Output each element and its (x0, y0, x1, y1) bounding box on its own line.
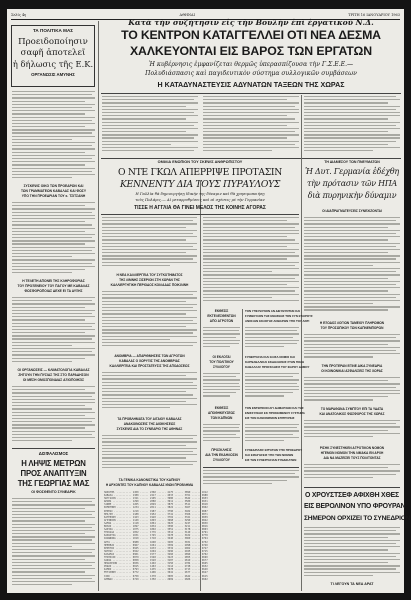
agri-story-sub: ΟΙ ΦΟΣΘΕΝΤΟ ΣΥΝΕΔΡΙΚ (31, 490, 76, 494)
right-body-d (304, 464, 400, 484)
divider (101, 93, 401, 94)
right-body-c (304, 420, 400, 444)
center-item-a-line-3: ΚΑΛΛΙΕΡΓΗΤΙΚΗ ΠΕΡΙΟΔΟΣ ΚΟΙΛΑΔΑΣ ΠΟΙΚΙΛΙΝΗ (110, 283, 189, 287)
left-item-2-line-3: ΦΩΣΦΟΡΩΠΟΙΑΣ ΔΕΧΕ ΕΙ ΤΑ ΑΥΞΗΣ (24, 289, 83, 293)
center-item-d-line-1: ΤΑ ΓΕΝΙΚΑ ΚΑΝΟΝΙΣΤΙΚΑ ΤΟΥ ΚΑΠΝΟΥ (118, 478, 181, 482)
center-item-c-line-2: ΑΝΑΚΟΙΝΩΣΕΙΣ ΤΗΣ ΔΙΟΙΚΗΣΕΩΣ (123, 422, 176, 426)
degaulle-body-right (203, 217, 299, 307)
center-body-a (102, 291, 197, 351)
khrushchev-headline-line-1: Ο ΧΡΟΥΣΤΣΕΦ ΑΦΙΧΘΗ ΧΘΕΣ (305, 492, 399, 499)
left-item-3-line-2: ΖΗΤΟΥΝ ΤΗΝ ΠΥΣΙΑΣ ΤΗΣ ΣΤΟ ΠΑΡΑΔΗΣΟΝ (18, 373, 89, 377)
divider (304, 487, 400, 488)
right-item-c-line-2: ΚΑΙ ΑΝΑΤΟΛΙΚΟΣ ΦΩΣΦΟΡΟΣ ΤΗΣ ΧΩΡΑΣ (319, 412, 385, 416)
left-body-1 (12, 91, 95, 181)
midcol-d-line-3: ΕΙΣ ΤΗΝ ΣΥΝΕΡΓΑΣΙΑΝ ΣΥΝΔΙΚΑΤΩΝ (245, 458, 297, 462)
left-body-2 (12, 202, 95, 276)
issue-date: ΤΡΙΤΗ 16 ΙΑΝΟΥΑΡΙΟΥ 1963 (348, 13, 400, 17)
divider (12, 448, 95, 449)
midcol-body-c (245, 424, 299, 446)
mid-item-b-line-2: ΤΟΥ ΠΟΛΙΤΙΚΟΥ (209, 360, 234, 364)
left-item-2-line-2: ΤΟΥ ΠΡΟΞΕΝΕΙΟΥ ΤΟΥ ΠΑΓΟΥ ΜΕ ΚΑΒΑΛΑΣ (17, 284, 90, 288)
mid-item-d-line-1: ΠΡΟΣΚΛΗΣΙΣ (211, 448, 232, 452)
agri-story-headline-line-1: Η ΛΗΨΙΣ ΜΕΤΡΩΝ (21, 459, 86, 468)
newspaper-page (7, 9, 411, 593)
right-item-a-line-1: Η ΕΞΟΔΟΣ ΛΟΓΙΩΝ ΤΑΜΕΙΟΥ ΠΛΗΡΩΜΩΝ (319, 321, 385, 325)
germany-sub: ΟΙ ΔΙΑΠΡΑΓΜΑΤΕΥΣΕΙΣ ΣΥΝΕΧΙΖΟΝΤΑΙ (322, 209, 382, 213)
mid-item-b-line-1: ΟΙ ΕΚΛΟΓΑΙ (212, 355, 231, 359)
midcol-c-line-2: ΕΝΙΣΧΥΣΕΩΣ ΕΚ ΠΡΟΚΕΙΜΕΝΟΥ ΣΥΣΤΗΜΑ (245, 411, 305, 415)
degaulle-deck-line-1: Η Γαλλία θὰ δημιουργήσῃ ἰδικήν της δύναμιν καὶ θὰ χρησιμοποιήσῃ (135, 192, 265, 196)
midcol-b-line-1: ΣΥΝΕΡΓΑΣΙΑΙ ΚΑΙ ΕΛΙΣΑ ΝΟΜΟΙ ΚΑΙ (245, 355, 295, 359)
mid-item-a-line-1: ΕΚΘΕΣΙΣ (214, 309, 229, 313)
center-item-b-line-3: ΚΑΛΛΙΕΡΓΕΙΑ ΚΑΙ ΠΡΟΣΤΑΤΕΥΣΙΣ ΤΗΣ ΑΠΟΔΟΣΕΩΣ (109, 364, 190, 368)
right-top-kicker: ΤΗ ΔΙΑΜΕΣΟΥ ΤΩΝ ΠΝΕΥΜΑΤΩΝ (324, 160, 380, 164)
right-item-d-line-3: ΔΙΑ ΝΑ ΜΑΖΕΙΣΕΙ ΤΟΥΣ ΠΟΛΙΤΟΝΤΑΣ (323, 456, 381, 460)
germany-body (304, 217, 400, 317)
divider (203, 467, 299, 468)
right-item-a-line-2: ΤΟΥ ΠΡΟΣΩΠΙΚΟΥ ΤΩΝ ΚΑΠΝΕΜΠΟΡΩΝ (320, 326, 384, 330)
right-item-c-line-1: ΤΟ ΜΑΡΑΘΩΝΑ ΣΥΜΠΤΟΥ ΕΠΙ ΤΑ ΥΔΑΤΑ (320, 407, 384, 411)
political-box-title-line-2: σαφῆ ἀποτελεῖ (20, 48, 86, 58)
midcol-body-a (245, 327, 299, 353)
agri-story-headline-line-2: ΠΡΟΣ ΑΝΑΠΤΥΞΙΝ (20, 469, 87, 478)
agri-story-kicker: ΔΙΣΦΑΛΙΣΜΟΣ (38, 451, 69, 456)
top-story-subhead: Η ΚΑΤΑΔΥΝΑΣΤΕΥΣΙΣ ΑΔΥΝΑΤΩΝ ΤΑΞΕΩΝ ΤΗΣ ΧΩΡΑΣ (157, 81, 345, 89)
top-story-body-right (304, 96, 400, 156)
political-box (11, 25, 95, 87)
center-item-c-line-1: ΤΑ ΠΡΟΒΛΗΜΑΤΑ ΤΟΥ ΑΙΓΑΙΟΥ ΚΑΒΑΛΑΣ (117, 417, 182, 421)
midcol-c-line-1: ΤΟΝ ΕΝΤΕΡΙΚΟΝ ΑΓΙ ΔΗΜΑΡΧΩΝ ΚΑΙ ΤΗΣ (245, 406, 304, 410)
germany-headline-line-2: τὴν πρότασιν τῶν ΗΠΑ (306, 179, 398, 188)
midcol-b-line-2: ΚΑΡΝΑΒΑΛΙΚΑΙ ΕΚΔΗΛΩΣΕΙΣ ΣΤΗΝ ΠΟΛΗ (245, 360, 305, 364)
column-rule (242, 309, 243, 459)
midcol-c-line-3: ΕΙΣ ΤΟΝ ΚΑΝΟΝΙΣΜΟΝ ΕΠΙΤΡΟΠΗΣ (245, 416, 295, 420)
mid-body-a (203, 327, 240, 353)
center-item-b-line-1: ΑΝΟΜΒΡΙΑ — ΑΠΑΡΙΘΜΗΣΕΙΣ ΤΩΝ ΑΓΡΟΤΩΝ (114, 354, 185, 358)
degaulle-deck-line-3: ΤΙΣΣΕ Η ΑΓΓΛΙΑ ΘΑ ΓΙΝΕΙ ΜΕΛΟΣ ΤΗΣ ΚΟΙΝΗΣ ΑΓΟΡΑΣ (134, 205, 266, 211)
degaulle-deck-line-2: τοὺς Πολάρις.— Αἱ μεταρρυθμίσεις καὶ αἱ σχέσεις μὲ τὴν Γερμανίαν (135, 198, 265, 202)
left-body-4 (12, 386, 95, 446)
germany-headline-block (304, 166, 400, 210)
center-item-a-line-2: ΤΗΣ ΛΙΜΝΗΣ ΣΙΣΕΡΙΟΝ ΣΤΗ ΧΩΡΑΝ ΤΗΣ (119, 278, 180, 282)
price-table: ΠΑΡΑΤΗΡ. .......... 1450 ...... 2360 ...... 4175 ...... 3890 ...... 1012 ΚΑΒΑΛΑ ............ 1380 ...... 2217 ...... 4033 ...... 3761 ...... 0988 ΠΑΓΓΑΙΟΝ .......... 1321 ...... 2105 ...... 3980 ...... 3642 ...... 0953 ΔΡΑΜΑ ............. 1290 ...... 2080 ...... 3911 ...... 3580 ...... 0931 ΞΑΝΘΗ ............. 1265 ...... 2049 ...... 3875 ...... 3511 ...... 0918 ΚΟΜΟΤΗΝΗ .......... 1234 ...... 2011 ...... 3822 ...... 3467 ...... 0902 ΣΕΡΡΑΙ ............ 1210 ...... 1987 ...... 3790 ...... 3402 ...... 0887 ΘΕΣ/ΚΗ ............ 1188 ...... 1952 ...... 3741 ...... 3366 ...... 0871 ΚΑΤΕΡΙΝΗ .......... 1163 ...... 1920 ...... 3702 ...... 3321 ...... 0859 ΑΓΡΙΝΙΟΝ .......... 1140 ...... 1893 ...... 3668 ...... 3290 ...... 0842 ΛΑΜΙΑ ............. 1118 ...... 1861 ...... 3625 ...... 3247 ...... 0830 ΒΟΛΟΣ ............. 1097 ...... 1834 ...... 3590 ...... 3211 ...... 0816 ΛΑΡΙΣΑ ............ 1075 ...... 1802 ...... 3551 ...... 3178 ...... 0803 ΤΡΙΚΑΛΑ ........... 1052 ...... 1776 ...... 3512 ...... 3140 ...... 0791 ΚΑΡΔΙΤΣΑ .......... 1031 ...... 1745 ...... 3478 ...... 3102 ...... 0778 ΙΩΑΝΝΙΝΑ .......... 1010 ...... 1718 ...... 3440 ...... 3069 ...... 0764 ΑΡΤΑ .............. 0988 ...... 1690 ...... 3405 ...... 3031 ...... 0752 ΠΡΕΒΕΖΑ ........... 0967 ...... 1661 ...... 3369 ...... 2998 ...... 0740 ΚΕΡΚΥΡΑ ........... 0945 ...... 1633 ...... 3332 ...... 2962 ...... 0727 ΠΑΤΡΑΙ ............ 0922 ...... 1604 ...... 3296 ...... 2925 ...... 0715 ΚΑΛΑΜΑΙ ........... 0901 ...... 1577 ...... 3260 ...... 2890 ...... 0702 ΤΡΙΠΟΛΙΣ .......... 0879 ...... 1548 ...... 3223 ...... 2855 ...... 0690 ΧΑΝΙΑ ............. 0858 ...... 1520 ...... 3187 ...... 2819 ...... 0677 ΗΡΑΚΛΕΙΟΝ ......... 0836 ...... 1492 ...... 3150 ...... 2784 ...... 0665 ΡΟΔΟΣ ............. 0815 ...... 1463 ...... 3114 ...... 2748 ...... 0652 ΣΑΜΟΣ ............. 0793 ...... 1435 ...... 3078 ...... 2713 ...... 0640 ΜΥΤΙΛΗΝΗ .......... 0772 ...... 1406 ...... 3041 ...... 2677 ...... 0627 ΧΙΟΣ .............. 0750 ...... 1378 ...... 3005 ...... 2642 ...... 0615 ΑΘΗΝΑΙ ............ 0729 ...... 1350 ...... 2969 ...... 2606 ...... 0602 (104, 491, 208, 581)
left-item-1-line-1: ΣΥΣΚΕΨΙΣ ΟΙΚΟ ΤΩΝ ΠΡΟΕΔΡΩΝ ΚΑΙ (23, 184, 84, 188)
midcol-body-b (245, 373, 299, 403)
germany-headline-line-3: διὰ πυρηνικὴν δύναμιν (307, 191, 397, 200)
khrushchev-headline-line-3: ΣΗΜΕΡΟΝ ΟΡΧΙΖΕΙ ΤΟ ΣΥΝΕΔΡΙΟΝ (304, 515, 411, 522)
top-story-body-left (102, 96, 198, 156)
right-item-b-line-2: ΟΙ ΚΟΙΝΩΝΙΚΑΙ ΑΣΦΑΛΙΣΕΙΣ ΤΗΣ ΧΩΡΑΣ (321, 369, 383, 373)
left-item-2-line-1: Η ΤΕΛΕΤΗ ΑΠΟΝΕΙ ΤΗΣ ΚΛΗΡΟΦΟΡΙΑΣ (22, 279, 85, 283)
top-story-kicker: Κατὰ τὴν συζήτησιν εἰς τὴν Βουλὴν ἐπὶ ἐργατικοῦ Ν.Δ. (128, 18, 374, 27)
degaulle-headline-line-1: Ο ΝΤΕ ΓΚΩΛ ΑΠΕΡΡΙΨΕ ΠΡΟΤΑΣΙΝ (118, 167, 282, 178)
agri-story-headline-line-3: ΤΗΣ ΓΕΩΡΓΙΑΣ ΜΑΣ (17, 479, 90, 488)
right-footer: ΤΙ ΛΕΓΟΥΝ ΤΑ ΝΕΑ ΑΡΑΤ (330, 582, 374, 586)
divider (101, 214, 299, 215)
khrushchev-headline-line-2: ΕΙΣ ΒΕΡΟΛΙΝΟΝ ΥΠΟ ΦΡΟΥΡΑΝ (304, 503, 406, 510)
left-item-3-line-1: ΟΙ ΟΡΓΑΝΩΣΕΙΣ — ΚΛΙΜΑΤΟΛΟΓΙΑ ΚΑΒΑΛΑΣ (17, 368, 90, 372)
divider (101, 158, 401, 159)
mid-item-b-line-3: ΣΥΛΛΟΓΟΥ (213, 365, 230, 369)
khrushchev-body (304, 527, 400, 581)
center-item-a-line-1: Η ΝΕΑ ΚΑΛΛΙΕΡΓΕΙΑ ΤΟΥ ΣΥΓΚΟΤΗΜΑΤΟΣ (116, 273, 183, 277)
mid-item-a-line-2: ΕΚΤΕΛΕΣΘΕΝΤΩΝ (207, 314, 236, 318)
top-story-deck-line-1: Ἡ κυβέρνησις ἐμφανίζεται θερμῶς ὑπερασπίζουσα τὴν Γ.Σ.Ε.Ε.— (148, 61, 354, 68)
political-box-label: ΤΑ ΠΟΛΙΤΙΚΑ ΜΑΣ (32, 28, 74, 33)
degaulle-kicker: ΟΜΙΛΙΑ ΕΝΩΠΙΟΝ ΤΟΥ ΣΚΕΨΙΣ ΑΝΘΡΩΠΙΣΤΟΥ (157, 160, 243, 164)
political-box-title-line-1: Προειδοποίησιν (18, 37, 88, 47)
mid-body-c (203, 424, 240, 446)
midcol-a-line-2: ΣΥΜΒΟΥΛΟΝ ΤΗΣ ΕΝΩΣΕΩΣ ΤΟΝ ΣΥΝ ΕΤΑΙΡΟΥΣ (245, 314, 313, 318)
center-body-c (102, 435, 197, 475)
top-story-headline-line-2: ΧΑΛΚΕΥΟΝΤΑΙ ΕΙΣ ΒΑΡΟΣ ΤΩΝ ΕΡΓΑΤΩΝ (129, 44, 373, 58)
right-body-b (304, 377, 400, 405)
degaulle-headline-line-2: ΚΕΝΝΕΝΤΥ ΔΙΑ ΤΟΥΣ ΠΥΡΑΥΛΟΥΣ (119, 179, 281, 190)
center-item-d-line-2: Η ΑΡΧΟΝΤΕΣ ΤΟΥ ΚΑΠΝΟΥ ΚΑΒΑΛΑΣ ΙΘΩΝ ΠΡΟΒΛΗΜΑ (105, 483, 194, 487)
mid-body-b (203, 373, 240, 403)
midcol-d-line-2: ΚΑΙ ΕΙΣΗΓΗΣΕΙΣ ΥΠΟ ΤΩΝ ΝΟΜΩΝ (245, 453, 294, 457)
top-story-headline-line-1: ΤΟ ΚΕΝΤΡΟΝ ΚΑΤΑΓΓΕΛΛΕΙ ΟΤΙ ΝΕΑ ΔΕΣΜΑ (121, 28, 381, 42)
bottom-center-body (203, 470, 299, 488)
mid-item-c-line-1: ΕΚΘΕΣΙΣ (214, 406, 229, 410)
right-item-d-line-2: ΗΓΕΜΟΝ ΝΟΜΟΝ ΤΗΝ ΛΙΜΑΚΑ ΕΝ ΑΡΧΗ (320, 451, 384, 455)
midcol-b-line-3: ΚΑΒΑΛΛΑΣ ΠΡΟΣΚΛΗΣΙΣ ΤΟΥ ΦΑΡΟΥ ΔΗΜΟΥ (245, 365, 310, 369)
midcol-a-line-3: ΑΝΟΙΞΗΝ ΕΚΛΟΓΗΣ ΑΝΘΑΡΩΝ ΥΠΟ ΤΟΥ ΑΝΤΙ (245, 319, 310, 323)
top-story-deck-line-2: Πολυδιάσπασις καὶ παγιδευτικὸν σύστημα συλλογικῶν συμβάσεων (145, 70, 357, 77)
agri-story-body (12, 498, 95, 590)
center-item-c-line-3: ΣΥΣΚΕΨΙΣ ΔΙΑ ΤΟ ΣΥΝΕΔΡΙΟ ΤΗΣ ΑΘΗΝΑΣ (116, 427, 183, 431)
center-body-b (102, 372, 197, 414)
midcol-a-line-1: ΤΟΝ ΥΠΕΥΘΥΝΟΝ ΑΝ ΔΙΕΥΘΥΝΤΗΝ ΚΑΙ (245, 309, 301, 313)
mid-item-d-line-3: ΣΥΛΛΟΓΟΥ (213, 458, 230, 462)
right-body-a (304, 334, 400, 362)
midcol-d-line-1: ΣΥΝΕΔΡΙΑΣΙΣ ΕΡΓΑΤΩΝ ΥΠΟ ΠΡΟΕΔΡΟΥ (245, 448, 303, 452)
left-body-3 (12, 297, 95, 365)
degaulle-body-left (102, 217, 197, 271)
germany-headline-line-1: Ἡ Δυτ. Γερμανία ἐδέχθη (305, 167, 399, 176)
right-item-d-line-1: ΡΙΣΗΚ ΣΥΝΕΣΤΗΚΕΝ ΑΓΡΟΤΙΚΟΝ ΝΟΜΟΝ (319, 446, 385, 450)
mid-item-c-line-2: ΑΠΟΘΗΚΕΥΣΕΩΣ (208, 411, 235, 415)
left-item-1-line-2: ΤΩΝ ΓΡΑΜΜΑΤΕΩΝ ΚΑΒΑΛΑΣ ΚΑΙ ΦΩΣΥ (20, 189, 87, 193)
left-item-1-line-3: ΥΠΟ ΤΗΝ ΠΡΟΕΔΡΙΑΝ ΤΟΥ κ. ΤΣΙΤΣΑΝΗ (21, 194, 86, 198)
left-item-3-line-3: ΟΙ ΜΕΣΗ ΟΜΟΣΠΟΝΔΙΑΣ ΑΞΙΟΠΟΙΗΣΙΣ (22, 378, 85, 382)
paper-name: ΑΘΗΝΑΙ (179, 13, 195, 17)
column-rule (301, 95, 302, 591)
political-box-title-line-3: ἡ δήλωσις τῆς Ε.Κ. (12, 59, 94, 69)
political-box-sub: ΟΡΓΑΝΩΣΙΣ ΑΜΥΝΗΣ (31, 72, 75, 77)
mid-item-d-line-2: ΔΙΑ ΤΗΝ ΕΚΔΗΛΩΣΙΝ (205, 453, 238, 457)
center-item-b-line-2: ΚΑΒΑΛΑΣ Ο ΧΩΡΥΞΙΣ ΤΗΣ ΑΝΟΜΒΡΙΑΣ (119, 359, 180, 363)
right-item-b-line-1: ΤΗΝ ΠΡΟΤΕΡΑΝ ΕΓΙΝΕ ΔΙΚΑ ΣΥΝΕΔΡΙΑ (321, 364, 383, 368)
mid-item-a-line-3: ΑΠΟ ΑΓΡΟΤΩΝ (209, 319, 234, 323)
page-number: Σελίς 4η (11, 13, 27, 17)
top-story-body-middle (203, 96, 299, 156)
column-rule (98, 21, 99, 591)
mid-item-c-line-3: ΤΩΝ ΚΑΠΝΩΝ (210, 416, 233, 420)
